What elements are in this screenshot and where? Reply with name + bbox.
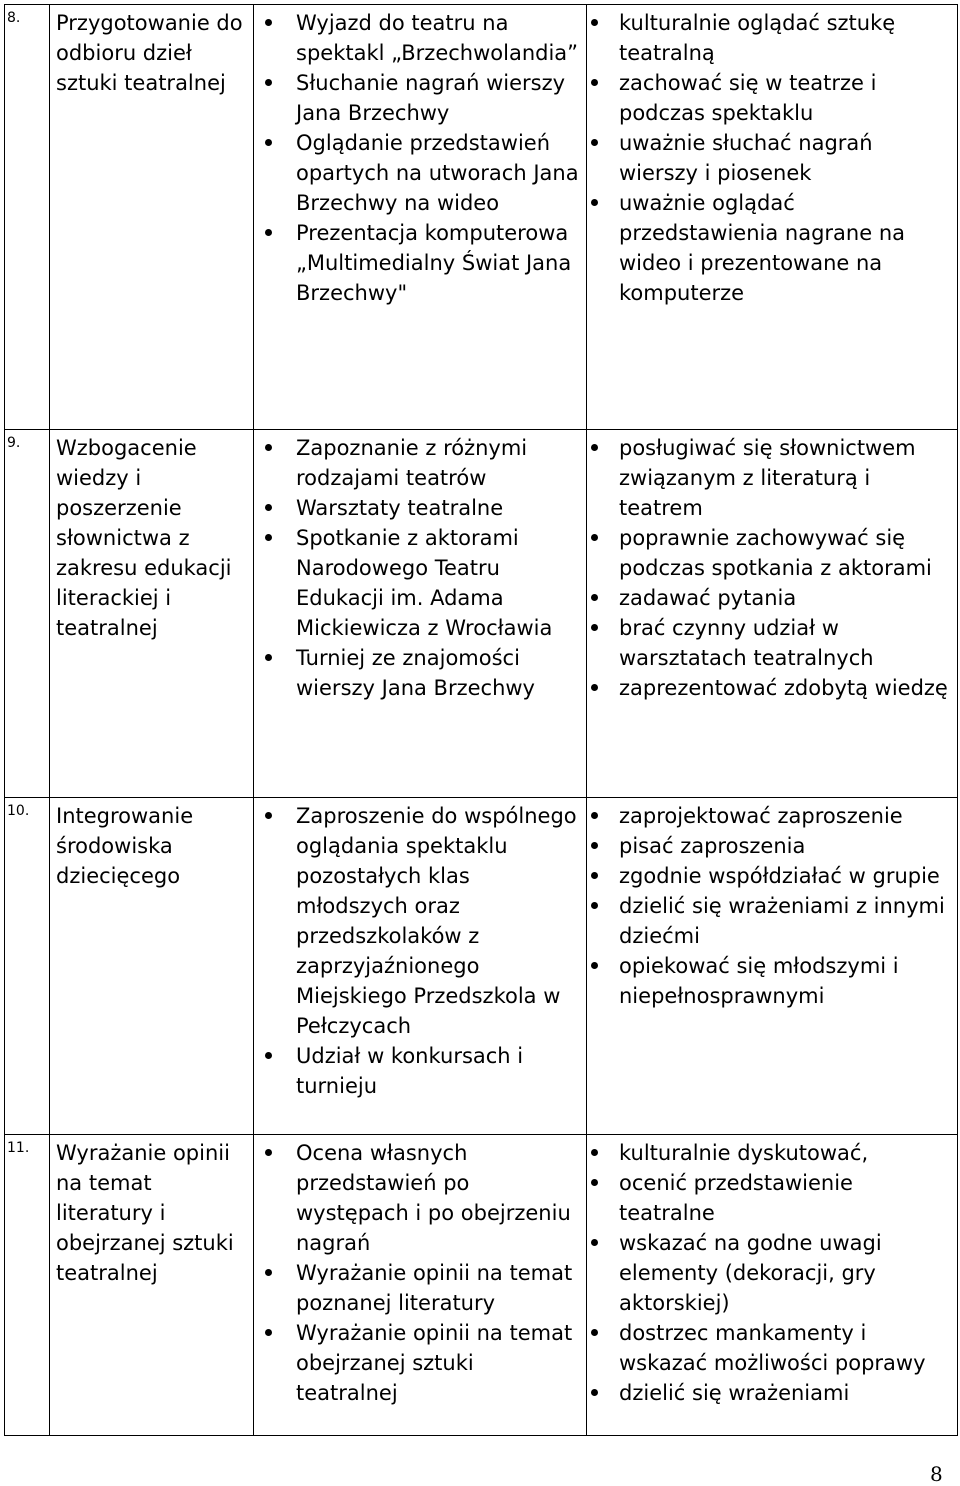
table-row [5,430,958,798]
list-item: Ocena własnych przedstawień po występach i po obejrzeniu nagrań [254,1138,582,1258]
activities-list [254,798,586,1101]
list-item: zachować się w teatrze i podczas spektaklu [587,68,953,128]
list-item: dzielić się wrażeniami [587,1378,953,1408]
activities-cell [254,430,587,798]
list-item: dostrzec mankamenty i wskazać możliwości poprawy [587,1318,953,1378]
list-item: kulturalnie oglądać sztukę teatralną [587,8,953,68]
list-item: Warsztaty teatralne [254,493,582,523]
list-item: Wyrażanie opinii na temat poznanej literatury [254,1258,582,1318]
outcomes-list [587,430,957,703]
list-item: ocenić przedstawienie teatralne [587,1168,953,1228]
activities-cell [254,798,587,1135]
topic-cell: Wyrażanie opinii na temat literatury i obejrzanej sztuki teatralnej [50,1135,254,1436]
list-item: Słuchanie nagrań wierszy Jana Brzechwy [254,68,582,128]
topic-cell: Integrowanie środowiska dziecięcego [50,798,254,1135]
activities-list [254,5,586,308]
outcomes-list [587,5,957,308]
activities-list [254,430,586,703]
list-item: Zapoznanie z różnymi rodzajami teatrów [254,433,582,493]
outcomes-cell [587,430,958,798]
list-item: Wyrażanie opinii na temat obejrzanej sztuki teatralnej [254,1318,582,1408]
outcomes-list [587,1135,957,1408]
list-item: brać czynny udział w warsztatach teatralnych [587,613,953,673]
list-item: wskazać na godne uwagi elementy (dekoracji, gry aktorskiej) [587,1228,953,1318]
list-item: uważnie słuchać nagrań wierszy i piosenek [587,128,953,188]
outcomes-cell [587,798,958,1135]
list-item: Wyjazd do teatru na spektakl „Brzechwolandia” [254,8,582,68]
list-item: Spotkanie z aktorami Narodowego Teatru Edukacji im. Adama Mickiewicza z Wrocławia [254,523,582,643]
list-item: Prezentacja komputerowa „Multimedialny Świat Jana Brzechwy" [254,218,582,308]
list-item: kulturalnie dyskutować, [587,1138,953,1168]
row-number: 8. [5,5,50,430]
list-item: Oglądanie przedstawień opartych na utworach Jana Brzechwy na wideo [254,128,582,218]
row-number: 11. [5,1135,50,1436]
page-number: 8 [930,1462,943,1486]
table-row [5,5,958,430]
list-item: opiekować się młodszymi i niepełnosprawnymi [587,951,953,1011]
topic-cell: Wzbogacenie wiedzy i poszerzenie słownictwa z zakresu edukacji literackiej i teatralnej [50,430,254,798]
list-item: Zaproszenie do wspólnego oglądania spektaklu pozostałych klas młodszych oraz przedszkolaków z zaprzyjaźnionego Miejskiego Przedszkola w Pełczycach [254,801,582,1041]
activities-cell [254,1135,587,1436]
list-item: zgodnie współdziałać w grupie [587,861,953,891]
program-table [4,4,958,1436]
outcomes-cell [587,5,958,430]
list-item: zaprezentować zdobytą wiedzę [587,673,953,703]
list-item: dzielić się wrażeniami z innymi dziećmi [587,891,953,951]
list-item: pisać zaproszenia [587,831,953,861]
outcomes-cell [587,1135,958,1436]
list-item: zadawać pytania [587,583,953,613]
list-item: Turniej ze znajomości wierszy Jana Brzechwy [254,643,582,703]
outcomes-list [587,798,957,1011]
list-item: posługiwać się słownictwem związanym z literaturą i teatrem [587,433,953,523]
table-row [5,1135,958,1436]
list-item: Udział w konkursach i turnieju [254,1041,582,1101]
topic-cell: Przygotowanie do odbioru dzieł sztuki teatralnej [50,5,254,430]
activities-cell [254,5,587,430]
list-item: poprawnie zachowywać się podczas spotkania z aktorami [587,523,953,583]
activities-list [254,1135,586,1408]
list-item: zaprojektować zaproszenie [587,801,953,831]
table-row [5,798,958,1135]
row-number: 10. [5,798,50,1135]
list-item: uważnie oglądać przedstawienia nagrane na wideo i prezentowane na komputerze [587,188,953,308]
row-number: 9. [5,430,50,798]
